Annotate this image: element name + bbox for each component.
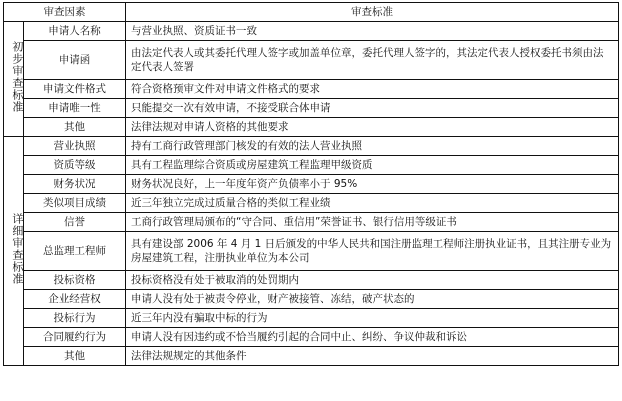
stage-label-text: 初步审查标准: [10, 40, 24, 113]
table-row: [4, 328, 619, 347]
factor-cell: 总监理工程师: [24, 232, 126, 271]
stage-label-text: 详细审查标准: [10, 212, 24, 285]
table-row: [4, 347, 619, 366]
standard-cell: 符合资格预审文件对申请文件格式的要求: [126, 80, 619, 99]
standard-cell: 具有工程监理综合资质或房屋建筑工程监理甲级资质: [126, 156, 619, 175]
factor-cell: 合同履约行为: [24, 328, 126, 347]
table-row: [4, 309, 619, 328]
factor-cell: 资质等级: [24, 156, 126, 175]
factor-cell: 企业经营权: [24, 290, 126, 309]
table-header-row: [4, 3, 619, 22]
standard-cell: 具有建设部 2006 年 4 月 1 日后颁发的中华人民共和国注册监理工程师注册执业证书，且其注册专业为房屋建筑工程，注册执业单位为本公司: [126, 232, 619, 271]
standard-cell: 近三年内没有骗取中标的行为: [126, 309, 619, 328]
table-row: [4, 99, 619, 118]
table-row: [4, 41, 619, 80]
factor-cell: 类似项目成绩: [24, 194, 126, 213]
table-row: [4, 232, 619, 271]
stage-label-detailed: [4, 137, 24, 366]
table-row: [4, 22, 619, 41]
table-row: [4, 213, 619, 232]
factor-cell: 申请函: [24, 41, 126, 80]
factor-cell: 申请唯一性: [24, 99, 126, 118]
table-row: [4, 194, 619, 213]
standard-cell: 申请人没有因违约或不恰当履约引起的合同中止、纠纷、争议仲裁和诉讼: [126, 328, 619, 347]
header-factor: 审查因素: [4, 3, 126, 22]
standard-cell: 财务状况良好，上一年度年资产负债率小于 95%: [126, 175, 619, 194]
standard-cell: 工商行政管理局颁布的“守合同、重信用”荣誉证书、银行信用等级证书: [126, 213, 619, 232]
factor-cell: 申请人名称: [24, 22, 126, 41]
header-standard: 审查标准: [126, 3, 619, 22]
factor-cell: 投标行为: [24, 309, 126, 328]
standard-cell: 法律法规规定的其他条件: [126, 347, 619, 366]
stage-label-preliminary: [4, 22, 24, 137]
factor-cell: 财务状况: [24, 175, 126, 194]
table-row: [4, 271, 619, 290]
table-row: [4, 137, 619, 156]
standard-cell: 只能提交一次有效申请，不接受联合体申请: [126, 99, 619, 118]
review-criteria-table: [3, 2, 619, 366]
factor-cell: 信誉: [24, 213, 126, 232]
standard-cell: 投标资格没有处于被取消的处罚期内: [126, 271, 619, 290]
standard-cell: 近三年独立完成过质量合格的类似工程业绩: [126, 194, 619, 213]
standard-cell: 由法定代表人或其委托代理人签字或加盖单位章，委托代理人签字的，其法定代表人授权委托书须由法定代表人签署: [126, 41, 619, 80]
factor-cell: 其他: [24, 118, 126, 137]
standard-cell: 申请人没有处于被责令停业，财产被接管、冻结，破产状态的: [126, 290, 619, 309]
table-row: [4, 118, 619, 137]
factor-cell: 申请文件格式: [24, 80, 126, 99]
table-row: [4, 175, 619, 194]
standard-cell: 法律法规对申请人资格的其他要求: [126, 118, 619, 137]
factor-cell: 其他: [24, 347, 126, 366]
standard-cell: 持有工商行政管理部门核发的有效的法人营业执照: [126, 137, 619, 156]
table-row: [4, 80, 619, 99]
table-row: [4, 290, 619, 309]
factor-cell: 营业执照: [24, 137, 126, 156]
standard-cell: 与营业执照、资质证书一致: [126, 22, 619, 41]
factor-cell: 投标资格: [24, 271, 126, 290]
table-row: [4, 156, 619, 175]
